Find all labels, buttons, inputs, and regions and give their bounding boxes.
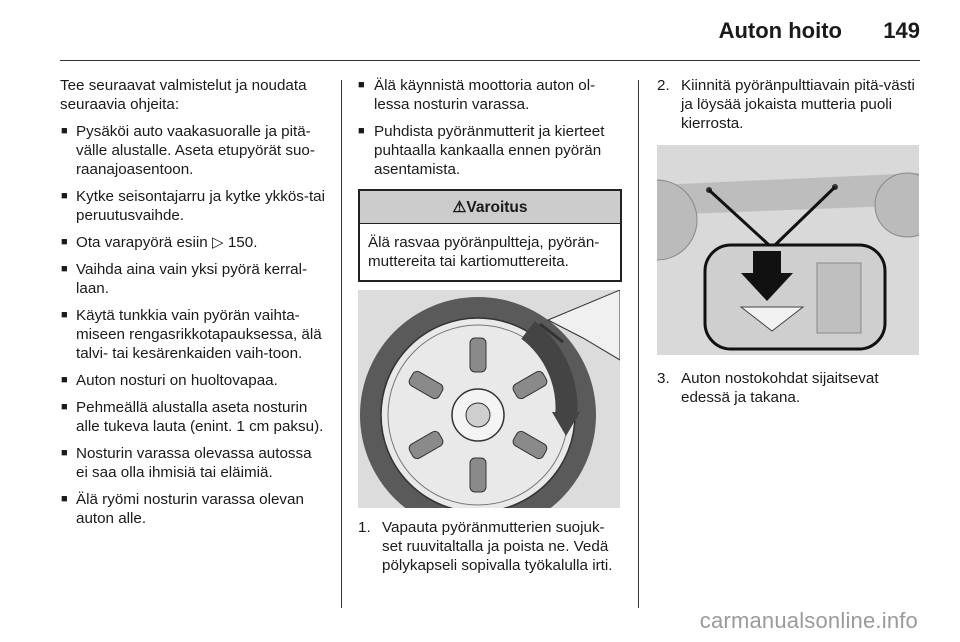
steps-list-1 [358, 518, 622, 575]
warning-box [358, 189, 622, 282]
list-item-text: Ota varapyörä esiin [76, 234, 208, 251]
column-divider-2 [638, 80, 639, 608]
section-title: Auton hoito [718, 18, 842, 43]
header-rule [60, 60, 920, 61]
column-divider-1 [341, 80, 342, 608]
page-number: 149 [883, 18, 920, 43]
step-text: Auton nostokohdat sijaitsevat edessä ja takana. [681, 370, 879, 406]
list-item: ■ Vaihda aina vain yksi pyörä kerral-laan. [60, 260, 325, 298]
step-number: 1. [358, 519, 371, 536]
list-item: ■ Käytä tunkkia vain pyörän vaihta-miseen rengasrikkotapauksessa, älä talvi- tai kesärenkaiden vaih-toon. [60, 306, 325, 363]
preparation-list [60, 122, 325, 528]
warning-title: Varoitus [466, 199, 528, 216]
list-item: ■ Pysäköi auto vaakasuoralle ja pitä-välle alustalle. Aseta etupyörät suo-raanajoasentoon. [60, 122, 325, 179]
watermark: carmanualsonline.info [699, 608, 918, 633]
step-number: 3. [657, 370, 670, 387]
step-text: Vapauta pyöränmutterien suojuk-set ruuvitaltalla ja poista ne. Vedä pölykapseli sopivalla työkalulla irti. [382, 519, 613, 574]
list-item: ■ Kytke seisontajarru ja kytke ykkös-tai peruutusvaihde. [60, 187, 325, 225]
warning-header [360, 191, 620, 224]
column-2 [358, 76, 622, 575]
step-text: Kiinnitä pyöränpulttiavain pitä-västi ja löysää jokaista mutteria puoli kierrosta. [681, 77, 915, 132]
list-item [60, 233, 325, 252]
list-item [657, 76, 921, 133]
list-item [657, 369, 921, 407]
warning-body: Älä rasvaa pyöränpultteja, pyörän-muttereita tai kartiomuttereita. [368, 234, 600, 270]
cautions-list [358, 76, 622, 179]
list-item: ■ Nosturin varassa olevassa autossa ei saa olla ihmisiä tai eläimiä. [60, 444, 325, 482]
list-item: ■ Pehmeällä alustalla aseta nosturin alle tukeva lauta (enint. 1 cm paksu). [60, 398, 325, 436]
column-3 [657, 76, 921, 407]
intro-text: Tee seuraavat valmistelut ja noudata seuraavia ohjeita: [60, 77, 307, 113]
list-item: ■ Auton nosturi on huoltovapaa. [60, 371, 325, 390]
page-ref-link[interactable]: 150. [227, 234, 258, 251]
jacking-point-illustration [657, 145, 919, 355]
list-item [358, 518, 622, 575]
warning-icon: ⚠ [452, 199, 467, 216]
list-item: ■ Älä ryömi nosturin varassa olevan auton alle. [60, 490, 325, 528]
step-number: 2. [657, 77, 670, 94]
list-item: ■ Älä käynnistä moottoria auton ol-lessa nosturin varassa. [358, 76, 622, 114]
steps-list-3 [657, 369, 921, 407]
page-header [0, 0, 960, 62]
wheel-cover-illustration [358, 290, 620, 508]
steps-list-2 [657, 76, 921, 133]
page-ref-icon[interactable]: ▷ [211, 234, 224, 251]
column-1 [60, 76, 325, 536]
list-item: ■ Puhdista pyöränmutterit ja kierteet puhtaalla kankaalla ennen pyörän asentamista. [358, 122, 622, 179]
